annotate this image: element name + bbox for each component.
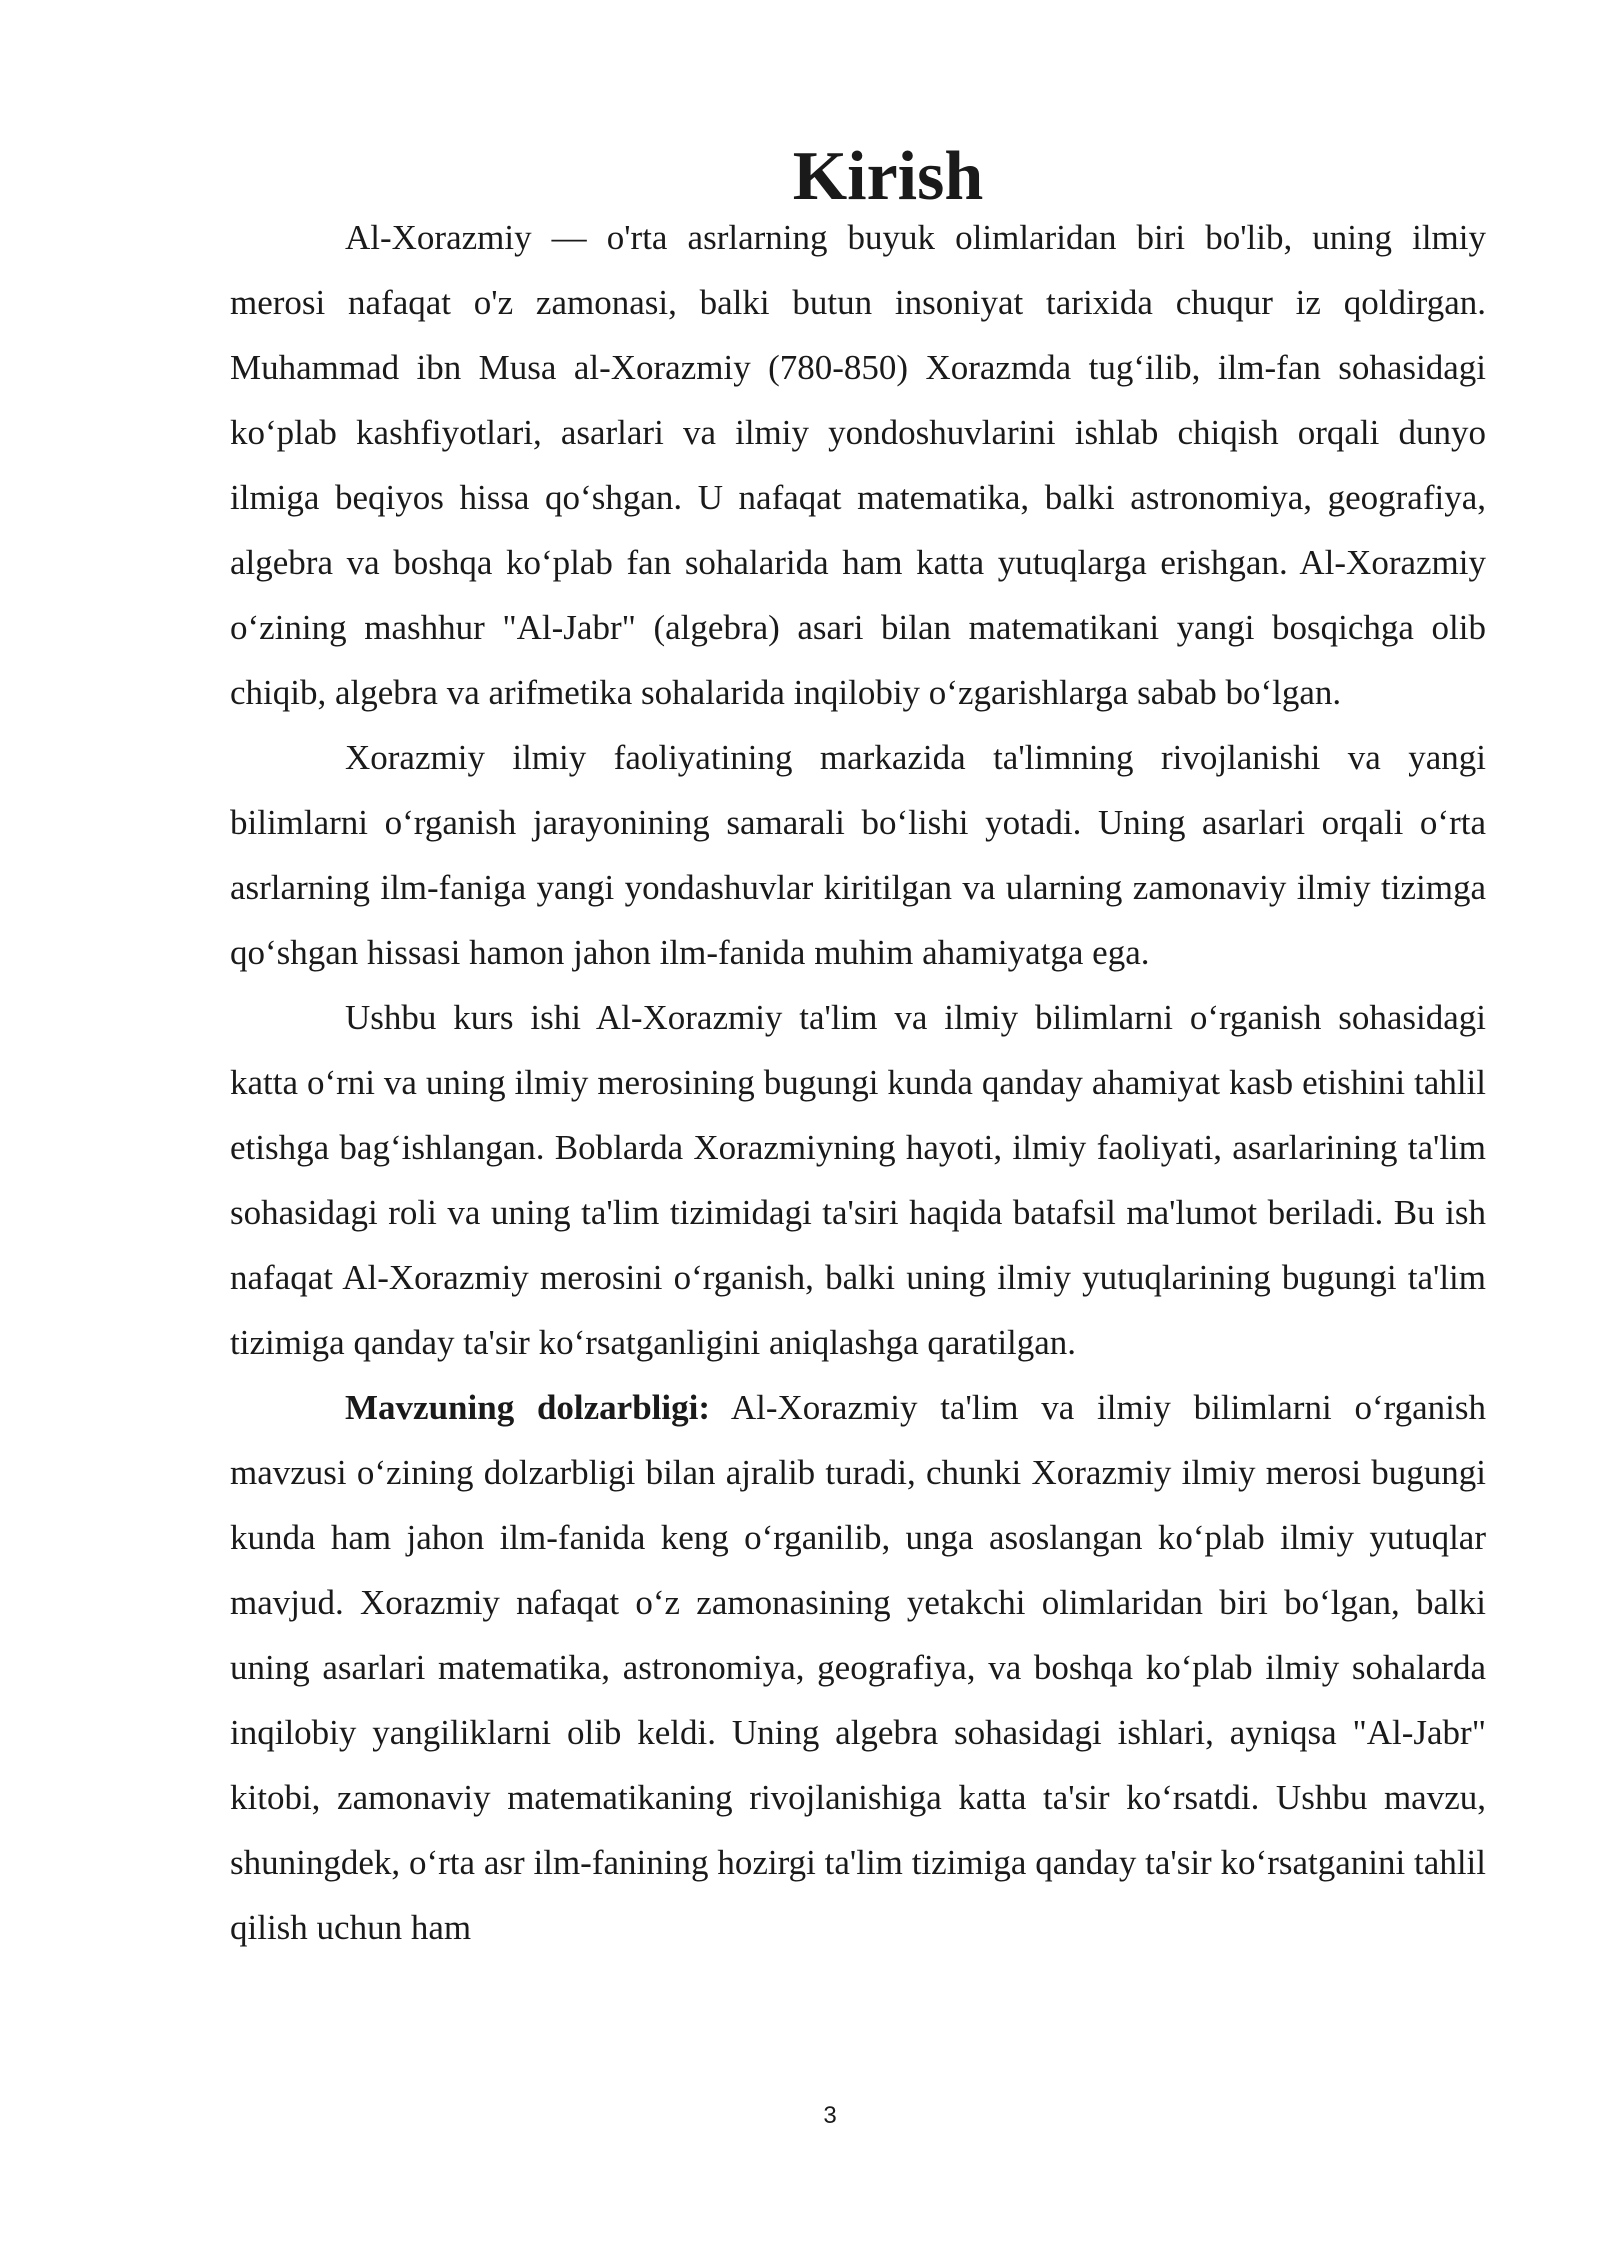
paragraph-text: Xorazmiy ilmiy faoliyatining markazida ta'limning rivojlanishi va yangi bilimlarni o‘rganish jarayonining samarali bo‘lishi yotadi. Uning asarlari orqali o‘rta asrlarning ilm-faniga yangi yondashuvlar kiritilgan va ularning zamonaviy ilmiy tizimga qo‘shgan hissasi hamon jahon ilm-fanida muhim ahamiyatga ega. — [230, 738, 1486, 972]
paragraph-lead-label: Mavzuning dolzarbligi: — [345, 1388, 711, 1427]
paragraph-activity — [230, 725, 1486, 985]
page-content — [230, 138, 1487, 1960]
paragraph-text: Al-Xorazmiy ta'lim va ilmiy bilimlarni o‘rganish mavzusi o‘zining dolzarbligi bilan ajralib turadi, chunki Xorazmiy ilmiy merosi bugungi kunda ham jahon ilm-fanida keng o‘rganilib, unga asoslangan ko‘plab ilmiy yutuqlar mavjud. Xorazmiy nafaqat o‘z zamonasining yetakchi olimlaridan biri bo‘lgan, balki uning asarlari matematika, astronomiya, geografiya, va boshqa ko‘plab ilmiy sohalarda inqilobiy yangiliklarni olib keldi. Uning algebra sohasidagi ishlari, ayniqsa "Al-Jabr" kitobi, zamonaviy matematikaning rivojlanishiga katta ta'sir ko‘rsatdi. Ushbu mavzu, shuningdek, o‘rta asr ilm-fanining hozirgi ta'lim tizimiga qanday ta'sir ko‘rsatganini tahlil qilish uchun ham — [230, 1388, 1487, 1947]
paragraph-text: Al-Xorazmiy — o'rta asrlarning buyuk olimlaridan biri bo'lib, uning ilmiy merosi nafaqat o'z zamonasi, balki butun insoniyat tarixida chuqur iz qoldirgan. Muhammad ibn Musa al-Xorazmiy (780-850) Xorazmda tug‘ilib, ilm-fan sohasidagi ko‘plab kashfiyotlari, asarlari va ilmiy yondoshuvlarini ishlab chiqish orqali dunyo ilmiga beqiyos hissa qo‘shgan. U nafaqat matematika, balki astronomiya, geografiya, algebra va boshqa ko‘plab fan sohalarida ham katta yutuqlarga erishgan. Al-Xorazmiy o‘zining mashhur "Al-Jabr" (algebra) asari bilan matematikani yangi bosqichga olib chiqib, algebra va arifmetika sohalarida inqilobiy o‘zgarishlarga sabab bo‘lgan. — [230, 218, 1486, 712]
section-heading: Kirish — [792, 138, 984, 215]
page-number: 3 — [823, 2102, 837, 2129]
paragraph-course-work — [230, 985, 1486, 1375]
paragraph-intro — [230, 205, 1486, 725]
paragraph-text: Ushbu kurs ishi Al-Xorazmiy ta'lim va ilmiy bilimlarni o‘rganish sohasidagi katta o‘rni va uning ilmiy merosining bugungi kunda qanday ahamiyat kasb etishini tahlil etishga bag‘ishlangan. Boblarda Xorazmiyning hayoti, ilmiy faoliyati, asarlarining ta'lim sohasidagi roli va uning ta'lim tizimidagi ta'siri haqida batafsil ma'lumot beriladi. Bu ish nafaqat Al-Xorazmiy merosini o‘rganish, balki uning ilmiy yutuqlarining bugungi ta'lim tizimiga qanday ta'sir ko‘rsatganligini aniqlashga qaratilgan. — [230, 998, 1486, 1362]
paragraph-relevance — [230, 1375, 1486, 1960]
